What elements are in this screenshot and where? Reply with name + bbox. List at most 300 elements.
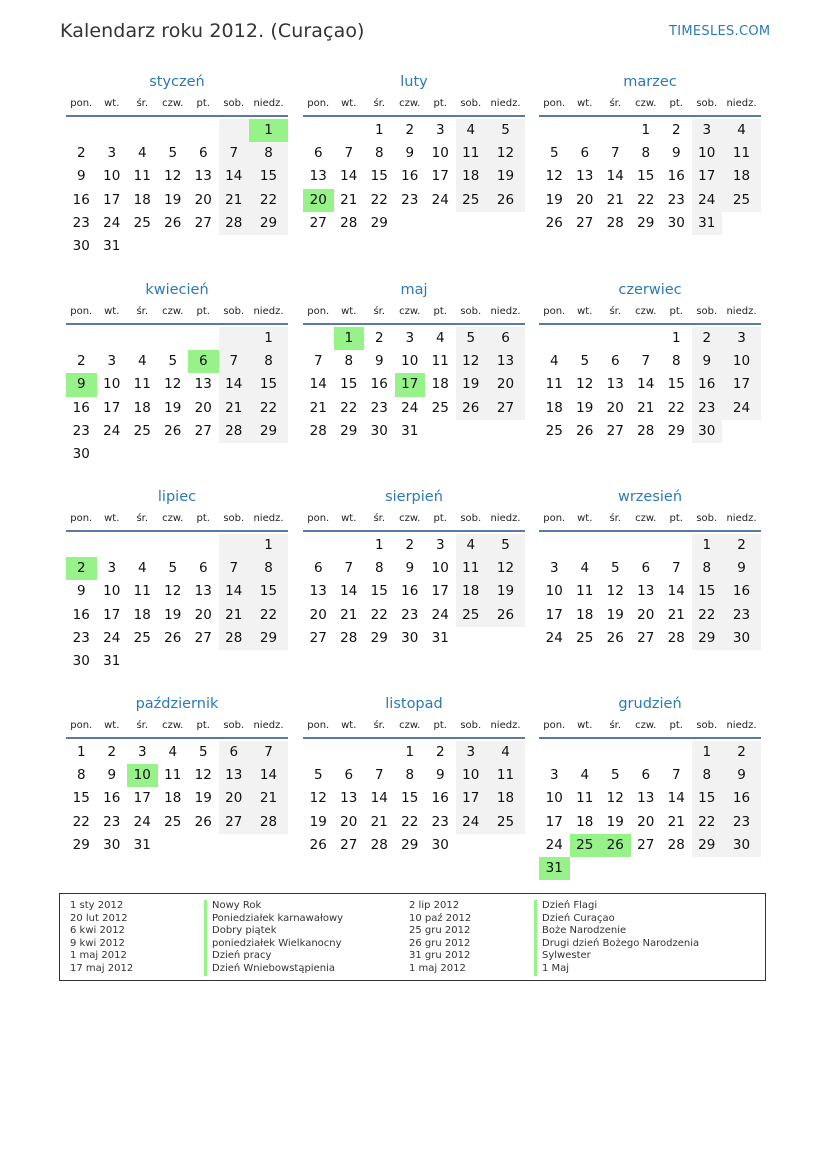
weekday-label: śr.: [373, 513, 386, 524]
day-cell: 14: [309, 376, 327, 393]
day-cell: 6: [580, 145, 590, 162]
empty-day-cell: [539, 327, 570, 350]
day-cell: 9: [692, 350, 723, 373]
legend-holiday-name: Sylwester: [534, 950, 699, 963]
day-cell: 18: [576, 813, 594, 830]
day-cell: 10: [545, 790, 563, 807]
day-grid: [539, 119, 761, 235]
day-cell: 4: [137, 560, 147, 577]
empty-day-cell: [219, 650, 250, 673]
day-cell: 11: [133, 583, 151, 600]
day-cell: 10: [692, 142, 723, 165]
empty-day-cell: [334, 119, 365, 142]
day-cell: 7: [344, 560, 354, 577]
day-cell: 1: [405, 744, 415, 760]
day-cell: 13: [309, 583, 327, 600]
day-cell: 3: [435, 537, 445, 553]
day-cell: 8: [405, 767, 415, 784]
day-cell: 23: [72, 629, 90, 646]
day-cell: 11: [133, 168, 151, 185]
legend-holiday-name: Dzień Flagi: [534, 900, 699, 913]
day-cell: 23: [401, 606, 419, 623]
day-cell: 28: [219, 420, 250, 443]
day-cell: 22: [370, 606, 388, 623]
day-cell: 15: [401, 790, 419, 807]
weekday-label: czw.: [162, 513, 184, 524]
day-cell: 25: [456, 604, 487, 627]
weekday-label: śr.: [373, 306, 386, 317]
empty-day-cell: [570, 327, 601, 350]
day-cell: 26: [486, 604, 525, 627]
day-cell: 28: [637, 422, 655, 439]
day-cell: 24: [103, 214, 121, 231]
day-cell: 14: [219, 580, 250, 603]
holiday-day-cell: 2: [66, 557, 97, 580]
day-cell: 5: [313, 767, 323, 784]
day-cell: 5: [456, 327, 487, 350]
month-10: [66, 694, 288, 857]
day-grid: [66, 327, 288, 466]
day-cell: 8: [249, 350, 288, 373]
holiday-legend: [59, 893, 766, 981]
month-name: maj: [400, 282, 428, 298]
day-cell: 27: [486, 397, 525, 420]
page-title: Kalendarz roku 2012. (Curaçao): [60, 20, 365, 42]
day-cell: 30: [103, 836, 121, 853]
holiday-day-cell: 26: [600, 834, 631, 857]
month-2: [303, 72, 525, 235]
empty-day-cell: [486, 420, 525, 443]
weekday-label: śr.: [136, 513, 149, 524]
day-cell: 13: [340, 790, 358, 807]
holiday-day-cell: 17: [395, 373, 426, 396]
empty-day-cell: [539, 534, 570, 557]
day-cell: 29: [249, 420, 288, 443]
day-cell: 8: [76, 767, 86, 784]
day-cell: 21: [219, 604, 250, 627]
day-cell: 19: [164, 191, 182, 208]
month-name: grudzień: [618, 696, 682, 712]
day-cell: 17: [103, 399, 121, 416]
day-cell: 8: [344, 353, 354, 370]
weekday-header: [66, 93, 288, 115]
day-cell: 24: [722, 397, 761, 420]
legend-date: 10 paź 2012: [409, 912, 472, 924]
legend-date: 20 lut 2012: [70, 912, 128, 924]
empty-day-cell: [539, 741, 570, 764]
empty-day-cell: [661, 857, 692, 880]
month-name: listopad: [385, 696, 443, 712]
day-cell: 27: [194, 422, 212, 439]
day-cell: 10: [103, 376, 121, 393]
day-cell: 28: [370, 836, 388, 853]
day-cell: 30: [667, 214, 685, 231]
empty-day-cell: [456, 420, 487, 443]
day-cell: 9: [405, 145, 415, 162]
empty-day-cell: [486, 627, 525, 650]
day-cell: 11: [456, 557, 487, 580]
empty-day-cell: [127, 534, 158, 557]
day-cell: 29: [692, 834, 723, 857]
day-cell: 14: [637, 376, 655, 393]
weekday-label: czw.: [162, 98, 184, 109]
empty-day-cell: [219, 534, 250, 557]
weekday-label: pon.: [70, 306, 93, 317]
day-cell: 7: [313, 353, 323, 370]
weekday-label: śr.: [609, 720, 622, 731]
empty-day-cell: [570, 857, 601, 880]
weekday-label: wt.: [577, 98, 593, 109]
weekday-header: [539, 93, 761, 115]
day-cell: 2: [76, 353, 86, 370]
day-cell: 16: [401, 168, 419, 185]
day-cell: 3: [549, 767, 559, 784]
day-cell: 30: [692, 420, 723, 443]
day-cell: 18: [133, 606, 151, 623]
day-cell: 31: [431, 629, 449, 646]
empty-day-cell: [600, 741, 631, 764]
empty-day-cell: [188, 834, 219, 857]
day-cell: 8: [249, 142, 288, 165]
day-cell: 23: [72, 214, 90, 231]
day-cell: 9: [671, 145, 681, 162]
day-cell: 9: [435, 767, 445, 784]
day-cell: 29: [340, 422, 358, 439]
day-cell: 10: [103, 168, 121, 185]
legend-holiday-name: 1 Maj: [534, 963, 699, 976]
day-cell: 25: [164, 813, 182, 830]
weekday-label: wt.: [341, 306, 357, 317]
weekday-label: niedz.: [726, 720, 757, 731]
day-cell: 19: [194, 790, 212, 807]
day-cell: 9: [405, 560, 415, 577]
day-cell: 30: [72, 237, 90, 254]
weekday-label: pt.: [669, 306, 683, 317]
day-cell: 4: [137, 353, 147, 370]
day-cell: 27: [637, 836, 655, 853]
day-cell: 15: [249, 580, 288, 603]
weekday-label: śr.: [136, 720, 149, 731]
day-cell: 14: [370, 790, 388, 807]
day-cell: 5: [580, 353, 590, 370]
day-cell: 20: [194, 191, 212, 208]
day-cell: 27: [194, 214, 212, 231]
day-cell: 30: [72, 652, 90, 669]
empty-day-cell: [486, 834, 525, 857]
day-cell: 10: [722, 350, 761, 373]
weekday-label: wt.: [104, 306, 120, 317]
day-cell: 20: [194, 606, 212, 623]
empty-day-cell: [303, 327, 334, 350]
day-cell: 29: [401, 836, 419, 853]
legend-date: 31 gru 2012: [409, 950, 471, 962]
weekday-label: sob.: [223, 720, 245, 731]
empty-day-cell: [127, 327, 158, 350]
month-name: luty: [400, 74, 428, 90]
weekday-label: pon.: [543, 720, 566, 731]
empty-day-cell: [219, 443, 250, 466]
month-1: [66, 72, 288, 258]
day-cell: 19: [164, 606, 182, 623]
month-name: czerwiec: [618, 282, 682, 298]
day-cell: 5: [168, 560, 178, 577]
day-cell: 28: [309, 422, 327, 439]
day-cell: 22: [340, 399, 358, 416]
holiday-day-cell: 9: [66, 373, 97, 396]
weekday-label: wt.: [104, 513, 120, 524]
day-cell: 26: [194, 813, 212, 830]
empty-day-cell: [127, 443, 158, 466]
day-cell: 29: [370, 629, 388, 646]
day-grid: [66, 119, 288, 258]
empty-day-cell: [97, 534, 128, 557]
day-cell: 28: [340, 214, 358, 231]
day-cell: 12: [164, 168, 182, 185]
day-cell: 30: [370, 422, 388, 439]
empty-day-cell: [158, 327, 189, 350]
day-cell: 24: [545, 629, 563, 646]
weekday-label: czw.: [635, 98, 657, 109]
day-cell: 19: [309, 813, 327, 830]
day-cell: 31: [401, 422, 419, 439]
weekday-label: wt.: [104, 98, 120, 109]
weekday-label: sob.: [460, 306, 482, 317]
empty-day-cell: [395, 212, 426, 235]
legend-names-col-2: [534, 900, 699, 976]
empty-day-cell: [364, 741, 395, 764]
weekday-header: [66, 508, 288, 530]
day-cell: 16: [431, 790, 449, 807]
day-cell: 3: [435, 122, 445, 138]
empty-day-cell: [127, 650, 158, 673]
weekday-label: pon.: [543, 306, 566, 317]
day-cell: 1: [692, 534, 723, 557]
day-cell: 21: [667, 813, 685, 830]
day-cell: 12: [486, 142, 525, 165]
empty-day-cell: [188, 650, 219, 673]
day-cell: 15: [370, 168, 388, 185]
empty-day-cell: [456, 834, 487, 857]
empty-day-cell: [158, 235, 189, 258]
weekday-label: pon.: [307, 98, 330, 109]
empty-day-cell: [303, 119, 334, 142]
header-divider: [303, 737, 525, 739]
day-cell: 26: [164, 214, 182, 231]
month-name: sierpień: [385, 489, 443, 505]
day-cell: 25: [133, 422, 151, 439]
empty-day-cell: [188, 327, 219, 350]
day-cell: 28: [219, 212, 250, 235]
day-cell: 9: [76, 168, 86, 185]
day-cell: 14: [219, 165, 250, 188]
day-cell: 18: [545, 399, 563, 416]
day-cell: 11: [576, 790, 594, 807]
day-cell: 5: [168, 145, 178, 162]
day-cell: 7: [671, 560, 681, 577]
weekday-label: wt.: [577, 513, 593, 524]
empty-day-cell: [219, 834, 250, 857]
day-cell: 2: [374, 330, 384, 346]
day-cell: 26: [164, 422, 182, 439]
empty-day-cell: [249, 235, 288, 258]
day-cell: 23: [667, 191, 685, 208]
day-cell: 25: [545, 422, 563, 439]
day-cell: 20: [576, 191, 594, 208]
day-cell: 17: [545, 606, 563, 623]
day-cell: 13: [486, 350, 525, 373]
empty-day-cell: [600, 119, 631, 142]
day-cell: 31: [692, 212, 723, 235]
weekday-label: pon.: [70, 98, 93, 109]
day-cell: 3: [107, 560, 117, 577]
day-cell: 11: [722, 142, 761, 165]
day-cell: 15: [370, 583, 388, 600]
empty-day-cell: [600, 534, 631, 557]
day-cell: 2: [405, 122, 415, 138]
header-divider: [539, 737, 761, 739]
weekday-label: śr.: [136, 306, 149, 317]
day-cell: 19: [486, 580, 525, 603]
day-cell: 30: [431, 836, 449, 853]
empty-day-cell: [188, 119, 219, 142]
day-cell: 18: [576, 606, 594, 623]
day-cell: 8: [374, 560, 384, 577]
day-cell: 21: [637, 399, 655, 416]
day-cell: 16: [692, 373, 723, 396]
day-cell: 22: [692, 604, 723, 627]
day-cell: 11: [133, 376, 151, 393]
day-cell: 9: [722, 557, 761, 580]
weekday-header: [539, 715, 761, 737]
month-5: [303, 280, 525, 443]
empty-day-cell: [722, 420, 761, 443]
day-cell: 11: [486, 764, 525, 787]
legend-dates-col-2: [409, 900, 471, 976]
legend-holiday-name: Dzień Curaçao: [534, 913, 699, 926]
day-cell: 28: [249, 811, 288, 834]
day-cell: 1: [249, 534, 288, 557]
day-cell: 27: [219, 811, 250, 834]
weekday-label: sob.: [696, 513, 718, 524]
day-cell: 26: [606, 629, 624, 646]
day-cell: 7: [344, 145, 354, 162]
empty-day-cell: [158, 443, 189, 466]
day-cell: 28: [606, 214, 624, 231]
weekday-label: sob.: [223, 513, 245, 524]
legend-date: 6 kwi 2012: [70, 925, 125, 937]
weekday-header: [303, 301, 525, 323]
day-cell: 27: [340, 836, 358, 853]
empty-day-cell: [188, 443, 219, 466]
day-cell: 12: [309, 790, 327, 807]
day-cell: 29: [370, 214, 388, 231]
weekday-label: pt.: [433, 720, 447, 731]
weekday-label: niedz.: [726, 513, 757, 524]
day-cell: 16: [667, 168, 685, 185]
day-cell: 6: [198, 145, 208, 162]
day-cell: 16: [722, 580, 761, 603]
empty-day-cell: [600, 857, 631, 880]
legend-date: 1 sty 2012: [70, 900, 124, 911]
empty-day-cell: [631, 741, 662, 764]
day-cell: 24: [456, 811, 487, 834]
holiday-day-cell: 1: [249, 119, 288, 142]
day-cell: 14: [667, 790, 685, 807]
day-cell: 8: [692, 557, 723, 580]
day-cell: 21: [219, 397, 250, 420]
day-grid: [539, 741, 761, 880]
day-cell: 20: [219, 787, 250, 810]
weekday-label: niedz.: [726, 306, 757, 317]
holiday-day-cell: 10: [127, 764, 158, 787]
header-divider: [303, 115, 525, 117]
day-cell: 19: [576, 399, 594, 416]
day-grid: [539, 534, 761, 650]
day-cell: 24: [431, 191, 449, 208]
weekday-label: pt.: [669, 98, 683, 109]
weekday-label: sob.: [696, 720, 718, 731]
day-cell: 12: [194, 767, 212, 784]
day-cell: 4: [580, 560, 590, 577]
day-cell: 6: [486, 327, 525, 350]
empty-day-cell: [539, 119, 570, 142]
month-7: [66, 487, 288, 673]
day-cell: 3: [107, 145, 117, 162]
day-cell: 20: [309, 606, 327, 623]
day-cell: 17: [692, 165, 723, 188]
weekday-header: [303, 715, 525, 737]
day-cell: 14: [340, 583, 358, 600]
empty-day-cell: [158, 650, 189, 673]
legend-holiday-name: poniedziałek Wielkanocny: [204, 938, 343, 951]
day-cell: 23: [401, 191, 419, 208]
brand-link[interactable]: TIMESLES.COM: [669, 24, 771, 39]
holiday-day-cell: 1: [334, 327, 365, 350]
weekday-label: czw.: [635, 513, 657, 524]
empty-day-cell: [661, 741, 692, 764]
day-cell: 15: [692, 787, 723, 810]
day-cell: 3: [692, 119, 723, 142]
day-cell: 10: [431, 145, 449, 162]
month-name: wrzesień: [617, 489, 683, 505]
month-3: [539, 72, 761, 235]
weekday-label: niedz.: [490, 306, 521, 317]
month-name: lipiec: [157, 489, 197, 505]
weekday-label: czw.: [635, 306, 657, 317]
empty-day-cell: [631, 534, 662, 557]
weekday-label: wt.: [341, 98, 357, 109]
day-cell: 21: [309, 399, 327, 416]
day-cell: 14: [219, 373, 250, 396]
month-8: [303, 487, 525, 650]
day-cell: 1: [374, 122, 384, 138]
day-cell: 17: [722, 373, 761, 396]
day-cell: 6: [641, 767, 651, 784]
day-cell: 5: [486, 119, 525, 142]
day-cell: 2: [435, 744, 445, 760]
legend-dates-col-1: [70, 900, 133, 976]
empty-day-cell: [249, 650, 288, 673]
day-cell: 27: [576, 214, 594, 231]
holiday-day-cell: 25: [570, 834, 601, 857]
day-cell: 4: [456, 119, 487, 142]
month-name: marzec: [623, 74, 677, 90]
day-cell: 7: [219, 557, 250, 580]
header-divider: [539, 115, 761, 117]
day-cell: 17: [103, 191, 121, 208]
day-cell: 25: [722, 189, 761, 212]
legend-holiday-name: Drugi dzień Bożego Narodzenia: [534, 938, 699, 951]
